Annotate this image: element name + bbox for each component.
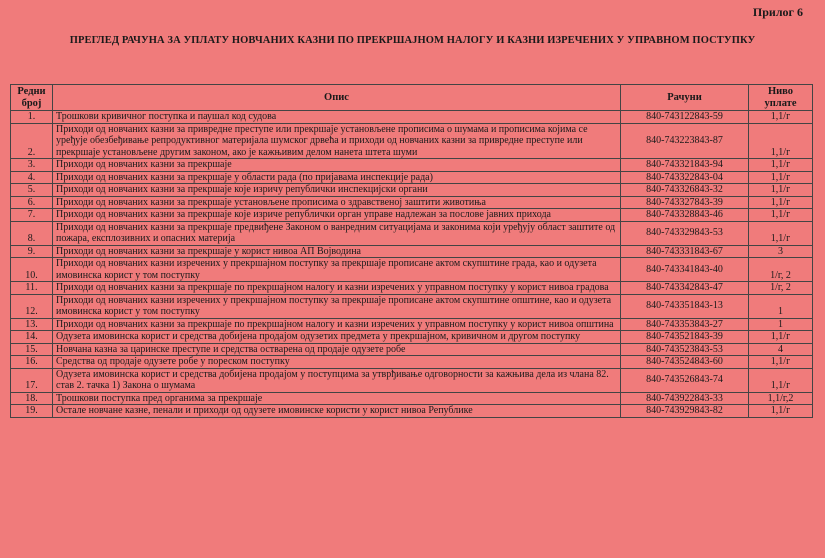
row-description: Приходи од новчаних казни за прекршаје које изричу републички инспекцијски органи bbox=[53, 184, 621, 197]
header-account: Рачуни bbox=[621, 85, 749, 111]
row-level: 1,1/г bbox=[749, 123, 813, 159]
row-level: 1/г, 2 bbox=[749, 258, 813, 282]
row-description: Приходи од новчаних казни за прекршаје које изриче републички орган управе надлежан за послове јавних прихода bbox=[53, 209, 621, 222]
row-number: 10. bbox=[11, 258, 53, 282]
header-level: Ниво уплате bbox=[749, 85, 813, 111]
table-row bbox=[11, 405, 813, 418]
row-account: 840-743526843-74 bbox=[621, 368, 749, 392]
row-level: 1,1/г bbox=[749, 196, 813, 209]
row-account: 840-743322843-04 bbox=[621, 171, 749, 184]
row-description: Одузета имовинска корист и средства добијена продајом у поступцима за утврђивање одговорности за кажњива дела из члана 82. став 2. тачка 1) Закона о шумама bbox=[53, 368, 621, 392]
table-row bbox=[11, 159, 813, 172]
row-account: 840-743122843-59 bbox=[621, 111, 749, 124]
row-level: 1,1/г bbox=[749, 405, 813, 418]
row-account: 840-743326843-32 bbox=[621, 184, 749, 197]
row-account: 840-743523843-53 bbox=[621, 343, 749, 356]
row-number: 2. bbox=[11, 123, 53, 159]
table-row bbox=[11, 392, 813, 405]
row-level: 1,1/г bbox=[749, 171, 813, 184]
row-description: Новчана казна за царинске преступе и средства остварена од продаје одузете робе bbox=[53, 343, 621, 356]
table-row bbox=[11, 209, 813, 222]
row-level: 1,1/г bbox=[749, 331, 813, 344]
row-description: Приходи од новчаних казни изречених у прекршајном поступку за прекршаје прописане актом скупштине општине, као и одузета имовинска корист у том поступку bbox=[53, 294, 621, 318]
row-description: Трошкови поступка пред органима за прекршаје bbox=[53, 392, 621, 405]
row-number: 11. bbox=[11, 282, 53, 295]
row-description: Приходи од новчаних казни за привредне преступе или прекршаје установљене прописима о шумама и прописима којима се уређује обезбеђивање репродуктивног материјала шумског дрвећа и приходи од новчаних казни за привредне преступе или прекршаје установљене другим законом, ако је кажњивим делом нанета штета шуми bbox=[53, 123, 621, 159]
row-account: 840-743329843-53 bbox=[621, 221, 749, 245]
table-row bbox=[11, 123, 813, 159]
row-level: 1,1/г bbox=[749, 159, 813, 172]
row-account: 840-743321843-94 bbox=[621, 159, 749, 172]
row-number: 12. bbox=[11, 294, 53, 318]
row-account: 840-743331843-67 bbox=[621, 245, 749, 258]
accounts-table bbox=[10, 84, 813, 418]
row-description: Остале новчане казне, пенали и приходи од одузете имовинске користи у корист нивоа Републике bbox=[53, 405, 621, 418]
table-row bbox=[11, 368, 813, 392]
row-account: 840-743328843-46 bbox=[621, 209, 749, 222]
row-account: 840-743521843-39 bbox=[621, 331, 749, 344]
row-number: 14. bbox=[11, 331, 53, 344]
annex-label: Прилог 6 bbox=[752, 5, 803, 19]
row-number: 18. bbox=[11, 392, 53, 405]
row-level: 1 bbox=[749, 318, 813, 331]
row-account: 840-743342843-47 bbox=[621, 282, 749, 295]
row-description: Трошкови кривичног поступка и паушал код судова bbox=[53, 111, 621, 124]
row-number: 19. bbox=[11, 405, 53, 418]
row-account: 840-743922843-33 bbox=[621, 392, 749, 405]
row-level: 1,1/г bbox=[749, 356, 813, 369]
document-title: ПРЕГЛЕД РАЧУНА ЗА УПЛАТУ НОВЧАНИХ КАЗНИ ПО ПРЕКРШАЈНОМ НАЛОГУ И КАЗНИ ИЗРЕЧЕНИХ У УПРАВНОМ ПОСТУПКУ bbox=[69, 35, 756, 46]
row-account: 840-743929843-82 bbox=[621, 405, 749, 418]
table-row bbox=[11, 221, 813, 245]
table-row bbox=[11, 318, 813, 331]
table-row bbox=[11, 331, 813, 344]
row-level: 1,1/г bbox=[749, 184, 813, 197]
row-level: 1,1/г bbox=[749, 209, 813, 222]
row-level: 3 bbox=[749, 245, 813, 258]
row-account: 840-743524843-60 bbox=[621, 356, 749, 369]
row-description: Приходи од новчаних казни за прекршаје установљене прописима о здравственој заштити животиња bbox=[53, 196, 621, 209]
row-account: 840-743223843-87 bbox=[621, 123, 749, 159]
row-account: 840-743327843-39 bbox=[621, 196, 749, 209]
table-row bbox=[11, 282, 813, 295]
row-account: 840-743353843-27 bbox=[621, 318, 749, 331]
row-description: Приходи од новчаних казни за прекршаје по прекршајном налогу и казни изречених у управном поступку у корист нивоа градова bbox=[53, 282, 621, 295]
row-description: Приходи од новчаних казни за прекршаје у корист нивоа АП Војводина bbox=[53, 245, 621, 258]
table-row bbox=[11, 171, 813, 184]
row-level: 1 bbox=[749, 294, 813, 318]
row-level: 1/г, 2 bbox=[749, 282, 813, 295]
row-description: Средства од продаје одузете робе у пореском поступку bbox=[53, 356, 621, 369]
row-description: Приходи од новчаних казни за прекршаје у области рада (по пријавама инспекције рада) bbox=[53, 171, 621, 184]
row-number: 5. bbox=[11, 184, 53, 197]
table-row bbox=[11, 184, 813, 197]
row-number: 17. bbox=[11, 368, 53, 392]
table-row bbox=[11, 111, 813, 124]
row-description: Одузета имовинска корист и средства добијена продајом одузетих предмета у прекршајном, кривичном и другом поступку bbox=[53, 331, 621, 344]
table-row bbox=[11, 294, 813, 318]
row-number: 9. bbox=[11, 245, 53, 258]
row-number: 4. bbox=[11, 171, 53, 184]
table-header-row bbox=[11, 85, 813, 111]
table-row bbox=[11, 196, 813, 209]
row-account: 840-743351843-13 bbox=[621, 294, 749, 318]
row-level: 1,1/г bbox=[749, 368, 813, 392]
header-description: Опис bbox=[53, 85, 621, 111]
row-description: Приходи од новчаних казни за прекршаје предвиђене Законом о ванредним ситуацијама и законима који уређују област заштите од пожара, експлозивних и опасних материја bbox=[53, 221, 621, 245]
row-number: 3. bbox=[11, 159, 53, 172]
row-description: Приходи од новчаних казни изречених у прекршајном поступку за прекршаје прописане актом скупштине града, као и одузета имовинска корист у том поступку bbox=[53, 258, 621, 282]
row-description: Приходи од новчаних казни за прекршаје по прекршајном налогу и казни изречених у управном поступку у корист нивоа општина bbox=[53, 318, 621, 331]
row-level: 1,1/г bbox=[749, 221, 813, 245]
table-row bbox=[11, 343, 813, 356]
row-number: 13. bbox=[11, 318, 53, 331]
row-number: 16. bbox=[11, 356, 53, 369]
row-description: Приходи од новчаних казни за прекршаје bbox=[53, 159, 621, 172]
row-number: 6. bbox=[11, 196, 53, 209]
row-number: 8. bbox=[11, 221, 53, 245]
row-account: 840-743341843-40 bbox=[621, 258, 749, 282]
table-body bbox=[11, 111, 813, 418]
row-number: 1. bbox=[11, 111, 53, 124]
row-number: 7. bbox=[11, 209, 53, 222]
table-row bbox=[11, 258, 813, 282]
table-row bbox=[11, 245, 813, 258]
row-level: 4 bbox=[749, 343, 813, 356]
row-level: 1,1/г bbox=[749, 111, 813, 124]
table-row bbox=[11, 356, 813, 369]
header-num: Редни број bbox=[11, 85, 53, 111]
row-level: 1,1/г,2 bbox=[749, 392, 813, 405]
row-number: 15. bbox=[11, 343, 53, 356]
